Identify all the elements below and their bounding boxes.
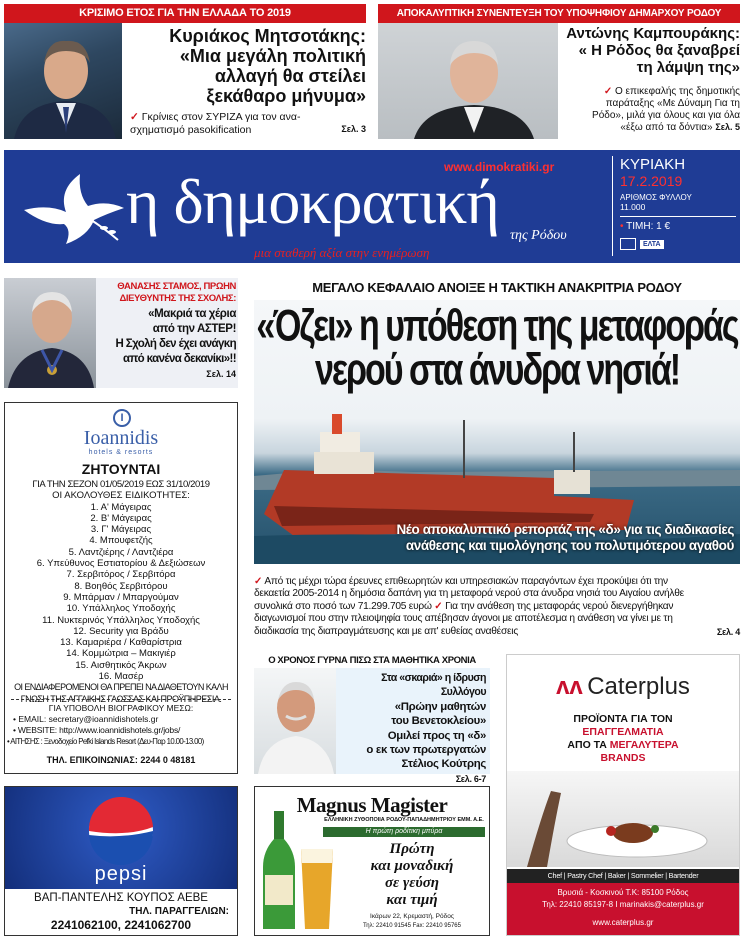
caterplus-mark-icon: ᴧᴧ xyxy=(556,673,583,700)
magnus-slogan xyxy=(335,841,489,909)
caterplus-ad[interactable] xyxy=(506,654,740,936)
check-icon: ✓ xyxy=(603,86,613,97)
ioannidis-position-item: 6. Υπεύθυνος Εστιατορίου & Δεξιώσεων xyxy=(36,558,206,570)
stamos-quote-3: Η Σχολή δεν έχει ανάγκη xyxy=(115,338,236,350)
teaser-left-headline xyxy=(122,26,366,107)
mitsotakis-photo xyxy=(4,23,122,139)
teaser-left-kicker: ΚΡΙΣΙΜΟ ΕΤΟΣ ΓΙΑ ΤΗΝ ΕΛΛΑΔΑ ΤΟ 2019 xyxy=(4,4,366,23)
main-photo-caption xyxy=(254,522,740,554)
magnus-slogan-3: σε γεύση xyxy=(384,875,440,891)
ioannidis-position-item: 14. Κομμώτρια – Μακιγιέρ xyxy=(66,648,176,660)
pepsi-globe-icon xyxy=(87,797,155,865)
caterplus-phone: Τηλ: 22410 85197-8 I marinakis@caterplus.gr xyxy=(542,900,704,909)
ioannidis-note-2: ΓΝΩΣΗ ΤΗΣ ΑΓΓΛΙΚΗΣ ΓΛΩΣΣΑΣ ΚΑΙ ΠΡΟΫΠΗΡΕΣΙΑ. xyxy=(20,693,222,704)
main-story-page: Σελ. 4 xyxy=(716,626,740,637)
caterplus-line-1: ΠΡΟΪΟΝΤΑ ΓΙΑ ΤΟΝ xyxy=(573,713,673,725)
beer-bottle-icon xyxy=(259,811,299,931)
ioannidis-intro-2: ΟΙ ΑΚΟΛΟΥΘΕΣ ΕΙΔΙΚΟΤΗΤΕΣ: xyxy=(52,490,190,502)
school-line-6: Στέλιος Κούτρης xyxy=(401,758,486,771)
teaser-right-sub-3: Ρόδο», μιλά για όλους και για όλα xyxy=(592,110,740,121)
teaser-right-kicker: ΑΠΟΚΑΛΥΠΤΙΚΗ ΣΥΝΕΝΤΕΥΞΗ ΤΟΥ ΥΠΟΨΗΦΙΟΥ ΔΗΜΑΡΧΟΥ ΡΟΔΟΥ xyxy=(378,4,740,23)
ioannidis-divider xyxy=(11,699,231,700)
beer-glass-icon xyxy=(299,847,335,931)
ioannidis-position-item: 2. Β' Μάγειρας xyxy=(90,512,152,524)
caterplus-food-photo xyxy=(507,771,739,867)
stamos-quote-2: από την ΑΣΤΕΡ! xyxy=(152,323,236,335)
pepsi-phones: 2241062100, 2241062700 xyxy=(50,918,192,932)
elta-logo: ΕΛΤΑ xyxy=(640,240,664,249)
caterplus-logo: Caterplus xyxy=(587,673,690,700)
caterplus-address: Βρυσιά - Κοσκινού Τ.Κ: 85100 Ρόδος xyxy=(557,888,689,897)
masthead-info xyxy=(620,156,736,250)
teaser-right-headline xyxy=(558,26,740,76)
school-story-text xyxy=(338,671,486,786)
masthead-info-divider xyxy=(620,216,736,217)
ioannidis-intro-1: ΓΙΑ ΤΗΝ ΣΕΖΟΝ 01/05/2019 ΕΩΣ 31/10/2019 xyxy=(32,479,210,490)
school-line-2: «Πρώην μαθητών xyxy=(394,700,486,713)
teaser-left-title-3: αλλαγή θα στείλει xyxy=(214,66,366,87)
magnus-tag: Η πρώτη ροδίτικη μπύρα xyxy=(323,827,485,837)
ioannidis-position-item: 1. Α' Μάγειρας xyxy=(90,501,152,513)
teaser-left-page: Σελ. 3 xyxy=(341,123,366,134)
caterplus-line-3b: ΜΕΓΑΛΥΤΕΡΑ xyxy=(609,739,679,751)
ioannidis-phone: ΤΗΛ. ΕΠΙΚΟΙΝΩΝΙΑΣ: 2244 0 48181 xyxy=(46,755,196,765)
pepsi-ad[interactable] xyxy=(4,786,238,936)
ioannidis-position-item: 4. Μπουφετζής xyxy=(89,535,153,547)
ioannidis-position-item: 7. Σερβιτόρος / Σερβιτόρα xyxy=(66,569,176,581)
dove-logo-icon xyxy=(18,170,128,250)
caterplus-contact xyxy=(507,883,739,935)
teaser-right-sub xyxy=(564,86,740,134)
teaser-left-sub-1: Γκρίνιες στον ΣΥΡΙΖΑ για τον ανα- xyxy=(141,111,301,123)
check-icon: ✓ xyxy=(254,576,263,587)
teaser-left[interactable] xyxy=(4,4,366,139)
ioannidis-position-item: 8. Βοηθός Σερβιτόρου xyxy=(74,580,168,592)
ioannidis-cv-title: ΓΙΑ ΥΠΟΒΟΛΗ ΒΙΟΓΡΑΦΙΚΟΥ ΜΕΣΩ: xyxy=(48,703,194,713)
ioannidis-cv-apply: • ΑΙΤΗΣΗΣ : Ξενοδοχείο Pefki Islands Resort (Δευ-Παρ 10.00-13.00) xyxy=(7,737,204,746)
caterplus-web[interactable]: www.caterplus.gr xyxy=(592,918,654,927)
stamos-teaser[interactable] xyxy=(4,278,238,388)
postage-stamp-icon xyxy=(620,238,636,250)
school-line-5: ο εκ των πρωτεργατών xyxy=(366,744,486,757)
masthead xyxy=(4,150,740,263)
caterplus-line-4: BRANDS xyxy=(600,752,646,764)
teaser-right-sub-4: «έξω από τα δόντια» xyxy=(620,122,713,133)
masthead-title: η δημοκρατική xyxy=(126,166,499,237)
main-headline xyxy=(254,301,740,395)
masthead-issue-number: 11.000 xyxy=(620,202,646,212)
stamos-kicker-2: ΔΙΕΥΘΥΝΤΗΣ ΤΗΣ ΣΧΟΛΗΣ: xyxy=(119,293,236,304)
stamos-text xyxy=(100,281,236,379)
magnus-contact: Τηλ: 22410 91545 Fax: 22410 95765 xyxy=(363,923,461,929)
masthead-issue-label: ΑΡΙΘΜΟΣ ΦΥΛΛΟΥ xyxy=(620,193,692,202)
pepsi-orders: ΤΗΛ. ΠΑΡΑΓΓΕΛΙΩΝ: xyxy=(129,906,229,917)
masthead-divider xyxy=(612,156,613,256)
teaser-left-sub xyxy=(130,111,366,136)
pepsi-logo: pepsi xyxy=(94,863,148,885)
main-story-body xyxy=(254,576,740,638)
main-headline-2: νερού στα άνυδρα νησιά! xyxy=(314,345,680,395)
magnus-logo: Magnus Magister xyxy=(296,793,448,817)
check-icon: ✓ xyxy=(434,600,443,612)
masthead-url[interactable]: www.dimokratiki.gr xyxy=(444,160,555,174)
main-body-5: διαγωνισμοί που στην πλειοψηφία τους απέβησαν άγονοι με αποτέλεσμα η ανάθεση να γίνει με τη xyxy=(254,613,673,625)
teaser-left-title-4: ξεκάθαρο μήνυμα» xyxy=(206,86,366,107)
main-body-2: δεκαετία 2005-2014 η δημόσια δαπάνη για τη μεταφορά νερού στα άνυδρα νησιά του Αιγαίου ανήλθε xyxy=(254,588,684,600)
caterplus-taglines xyxy=(507,713,739,765)
ioannidis-positions xyxy=(5,502,237,683)
ioannidis-position-item: 15. Αισθητικός Άκρων xyxy=(75,659,167,671)
main-photo-caption-2: ανάθεσης και τιμολόγησης του πολυτιμότερου αγαθού xyxy=(405,538,734,553)
check-icon: ✓ xyxy=(130,111,139,123)
teaser-right[interactable] xyxy=(378,4,740,139)
magnus-company: ΕΛΛΗΝΙΚΗ ΖΥΘΟΠΟΙΙΑ ΡΟΔΟΥ-ΠΑΠΑΔΗΜΗΤΡΙΟΥ ΕΜΜ. Α.Ε. xyxy=(324,817,484,823)
ioannidis-position-item: 13. Καμαριέρα / Καθαρίστρια xyxy=(60,637,182,649)
pepsi-company: ΒΑΠ-ΠΑΝΤΕΛΗΣ ΚΟΥΠΟΣ ΑΕΒΕ xyxy=(34,892,208,904)
pepsi-contact xyxy=(5,889,237,935)
ioannidis-position-item: 10. Υπάλληλος Υποδοχής xyxy=(66,603,176,615)
teaser-left-title-1: Κυριάκος Μητσοτάκης: xyxy=(169,26,366,46)
magnus-magister-ad[interactable] xyxy=(254,786,490,936)
ioannidis-position-item: 5. Λαντζιέρης / Λαντζιέρα xyxy=(68,546,174,558)
teaser-right-title-2: « Η Ρόδος θα ξαναβρεί xyxy=(578,41,740,59)
school-story[interactable] xyxy=(254,654,490,784)
school-line-4: Ομιλεί προς τη «δ» xyxy=(387,729,486,742)
masthead-date: 17.2.2019 xyxy=(620,173,683,189)
caterplus-logo-row xyxy=(507,673,739,701)
magnus-address: Ικάρων 22, Κρεμαστή, Ρόδος xyxy=(370,913,454,920)
stamos-kicker-1: ΘΑΝΑΣΗΣ ΣΤΑΜΟΣ, ΠΡΩΗΝ xyxy=(117,281,236,292)
teaser-left-sub-2: σχηματισμό pasokification xyxy=(130,123,252,136)
ioannidis-heading: ΖΗΤΟΥΝΤΑΙ xyxy=(81,461,161,477)
school-line-3: του Βενετοκλείου» xyxy=(391,715,486,728)
teaser-left-title-2: «Μια μεγάλη πολιτική xyxy=(179,46,366,67)
ioannidis-cv xyxy=(5,703,237,747)
koutris-photo xyxy=(254,668,336,774)
teaser-right-sub-1: Ο επικεφαλής της δημοτικής xyxy=(615,86,740,97)
ioannidis-cv-email[interactable]: • EMAIL: secretary@ioannidishotels.gr xyxy=(13,714,159,724)
ioannidis-position-item: 16. Μασέρ xyxy=(98,671,144,683)
stamos-quote-4: από κανένα δεκανίκι»!! xyxy=(122,353,236,365)
magnus-slogan-2: και μοναδική xyxy=(370,858,454,874)
masthead-day: ΚΥΡΙΑΚΗ xyxy=(620,156,686,173)
caterplus-line-2: ΕΠΑΓΓΕΛΜΑΤΙΑ xyxy=(582,726,664,738)
masthead-slogan: μια σταθερή αξία στην ενημέρωση xyxy=(254,245,430,260)
magnus-slogan-1: Πρώτη xyxy=(389,841,435,857)
pepsi-logo-area xyxy=(5,787,237,889)
ioannidis-content xyxy=(5,479,237,705)
ioannidis-position-item: 3. Γ' Μάγειρας xyxy=(90,524,152,536)
bullet-icon: • xyxy=(620,221,624,232)
main-body-1: Από τις μέχρι τώρα έρευνες επιθεωρητών και υπηρεσιακών παραγόντων έχει προκύψει ότι την xyxy=(264,576,668,587)
stamos-quote-1: «Μακριά τα χέρια xyxy=(148,308,236,320)
school-story-page: Σελ. 6-7 xyxy=(455,773,486,784)
ioannidis-cv-web[interactable]: • WEBSITE: http://www.ioannidishotels.gr/jobs/ xyxy=(13,725,181,735)
school-line-1: Στα «σκαριά» η ίδρυση Συλλόγου xyxy=(381,672,486,699)
ioannidis-ad[interactable] xyxy=(4,402,238,774)
stamos-photo xyxy=(4,278,96,388)
teaser-right-title-3: τη λάμψη της» xyxy=(636,58,740,76)
ioannidis-logo-icon: I xyxy=(113,409,131,427)
main-body-4: Για την ανάθεση της μεταφοράς νερού διενεργήθηκαν xyxy=(445,600,674,612)
teaser-right-title-1: Αντώνης Καμπουράκης: xyxy=(566,25,740,42)
masthead-price: ΤΙΜΗ: 1 € xyxy=(626,221,671,232)
teaser-right-page: Σελ. 5 xyxy=(715,122,740,132)
caterplus-roles: Chef | Pastry Chef | Baker | Sommelier | Bartender xyxy=(507,869,739,883)
main-story[interactable] xyxy=(254,278,740,638)
stamos-page: Σελ. 14 xyxy=(206,369,236,379)
school-story-kicker: Ο ΧΡΟΝΟΣ ΓΥΡΝΑ ΠΙΣΩ ΣΤΑ ΜΑΘΗΤΙΚΑ ΧΡΟΝΙΑ xyxy=(254,654,490,668)
ioannidis-logo-sub: hotels & resorts xyxy=(88,449,154,456)
ioannidis-position-item: 11. Νυκτερινός Υπάλληλος Υποδοχής xyxy=(42,614,200,626)
masthead-subtitle: της Ρόδου xyxy=(510,228,567,243)
magnus-slogan-4: και τιμή xyxy=(386,892,438,908)
ioannidis-note-1: ΟΙ ΕΝΔΙΑΦΕΡΟΜΕΝΟΙ ΘΑ ΠΡΕΠΕΙ ΝΑ ΔΙΑΘΕΤΟΥΝ ΚΑΛΗ xyxy=(14,682,228,693)
ioannidis-position-item: 12. Security για Βράδυ xyxy=(73,625,169,637)
kampourakis-photo xyxy=(378,23,558,139)
ioannidis-position-item: 9. Μπάρμαν / Μπαργούμαν xyxy=(63,591,179,603)
main-photo-caption-1: Νέο αποκαλυπτικό ρεπορτάζ της «δ» για τις διαδικασίες xyxy=(396,522,734,537)
teaser-right-sub-2: παράταξης «Με Δύναμη Για τη xyxy=(605,98,740,109)
ioannidis-logo: Ioannidis xyxy=(83,427,159,449)
caterplus-line-3a: ΑΠΟ ΤΑ xyxy=(567,739,610,751)
main-body-6: διαδικασία της διαπραγμάτευσης και με απ' ευθείας αναθέσεις xyxy=(254,625,518,637)
main-headline-1: «Όζει» η υπόθεση της μεταφοράς xyxy=(256,301,738,351)
main-story-kicker: ΜΕΓΑΛΟ ΚΕΦΑΛΑΙΟ ΑΝΟΙΞΕ Η ΤΑΚΤΙΚΗ ΑΝΑΚΡΙΤΡΙΑ ΡΟΔΟΥ xyxy=(312,280,682,295)
main-body-3: συνολικά στο ποσό των 71.299.705 ευρώ xyxy=(254,600,432,612)
